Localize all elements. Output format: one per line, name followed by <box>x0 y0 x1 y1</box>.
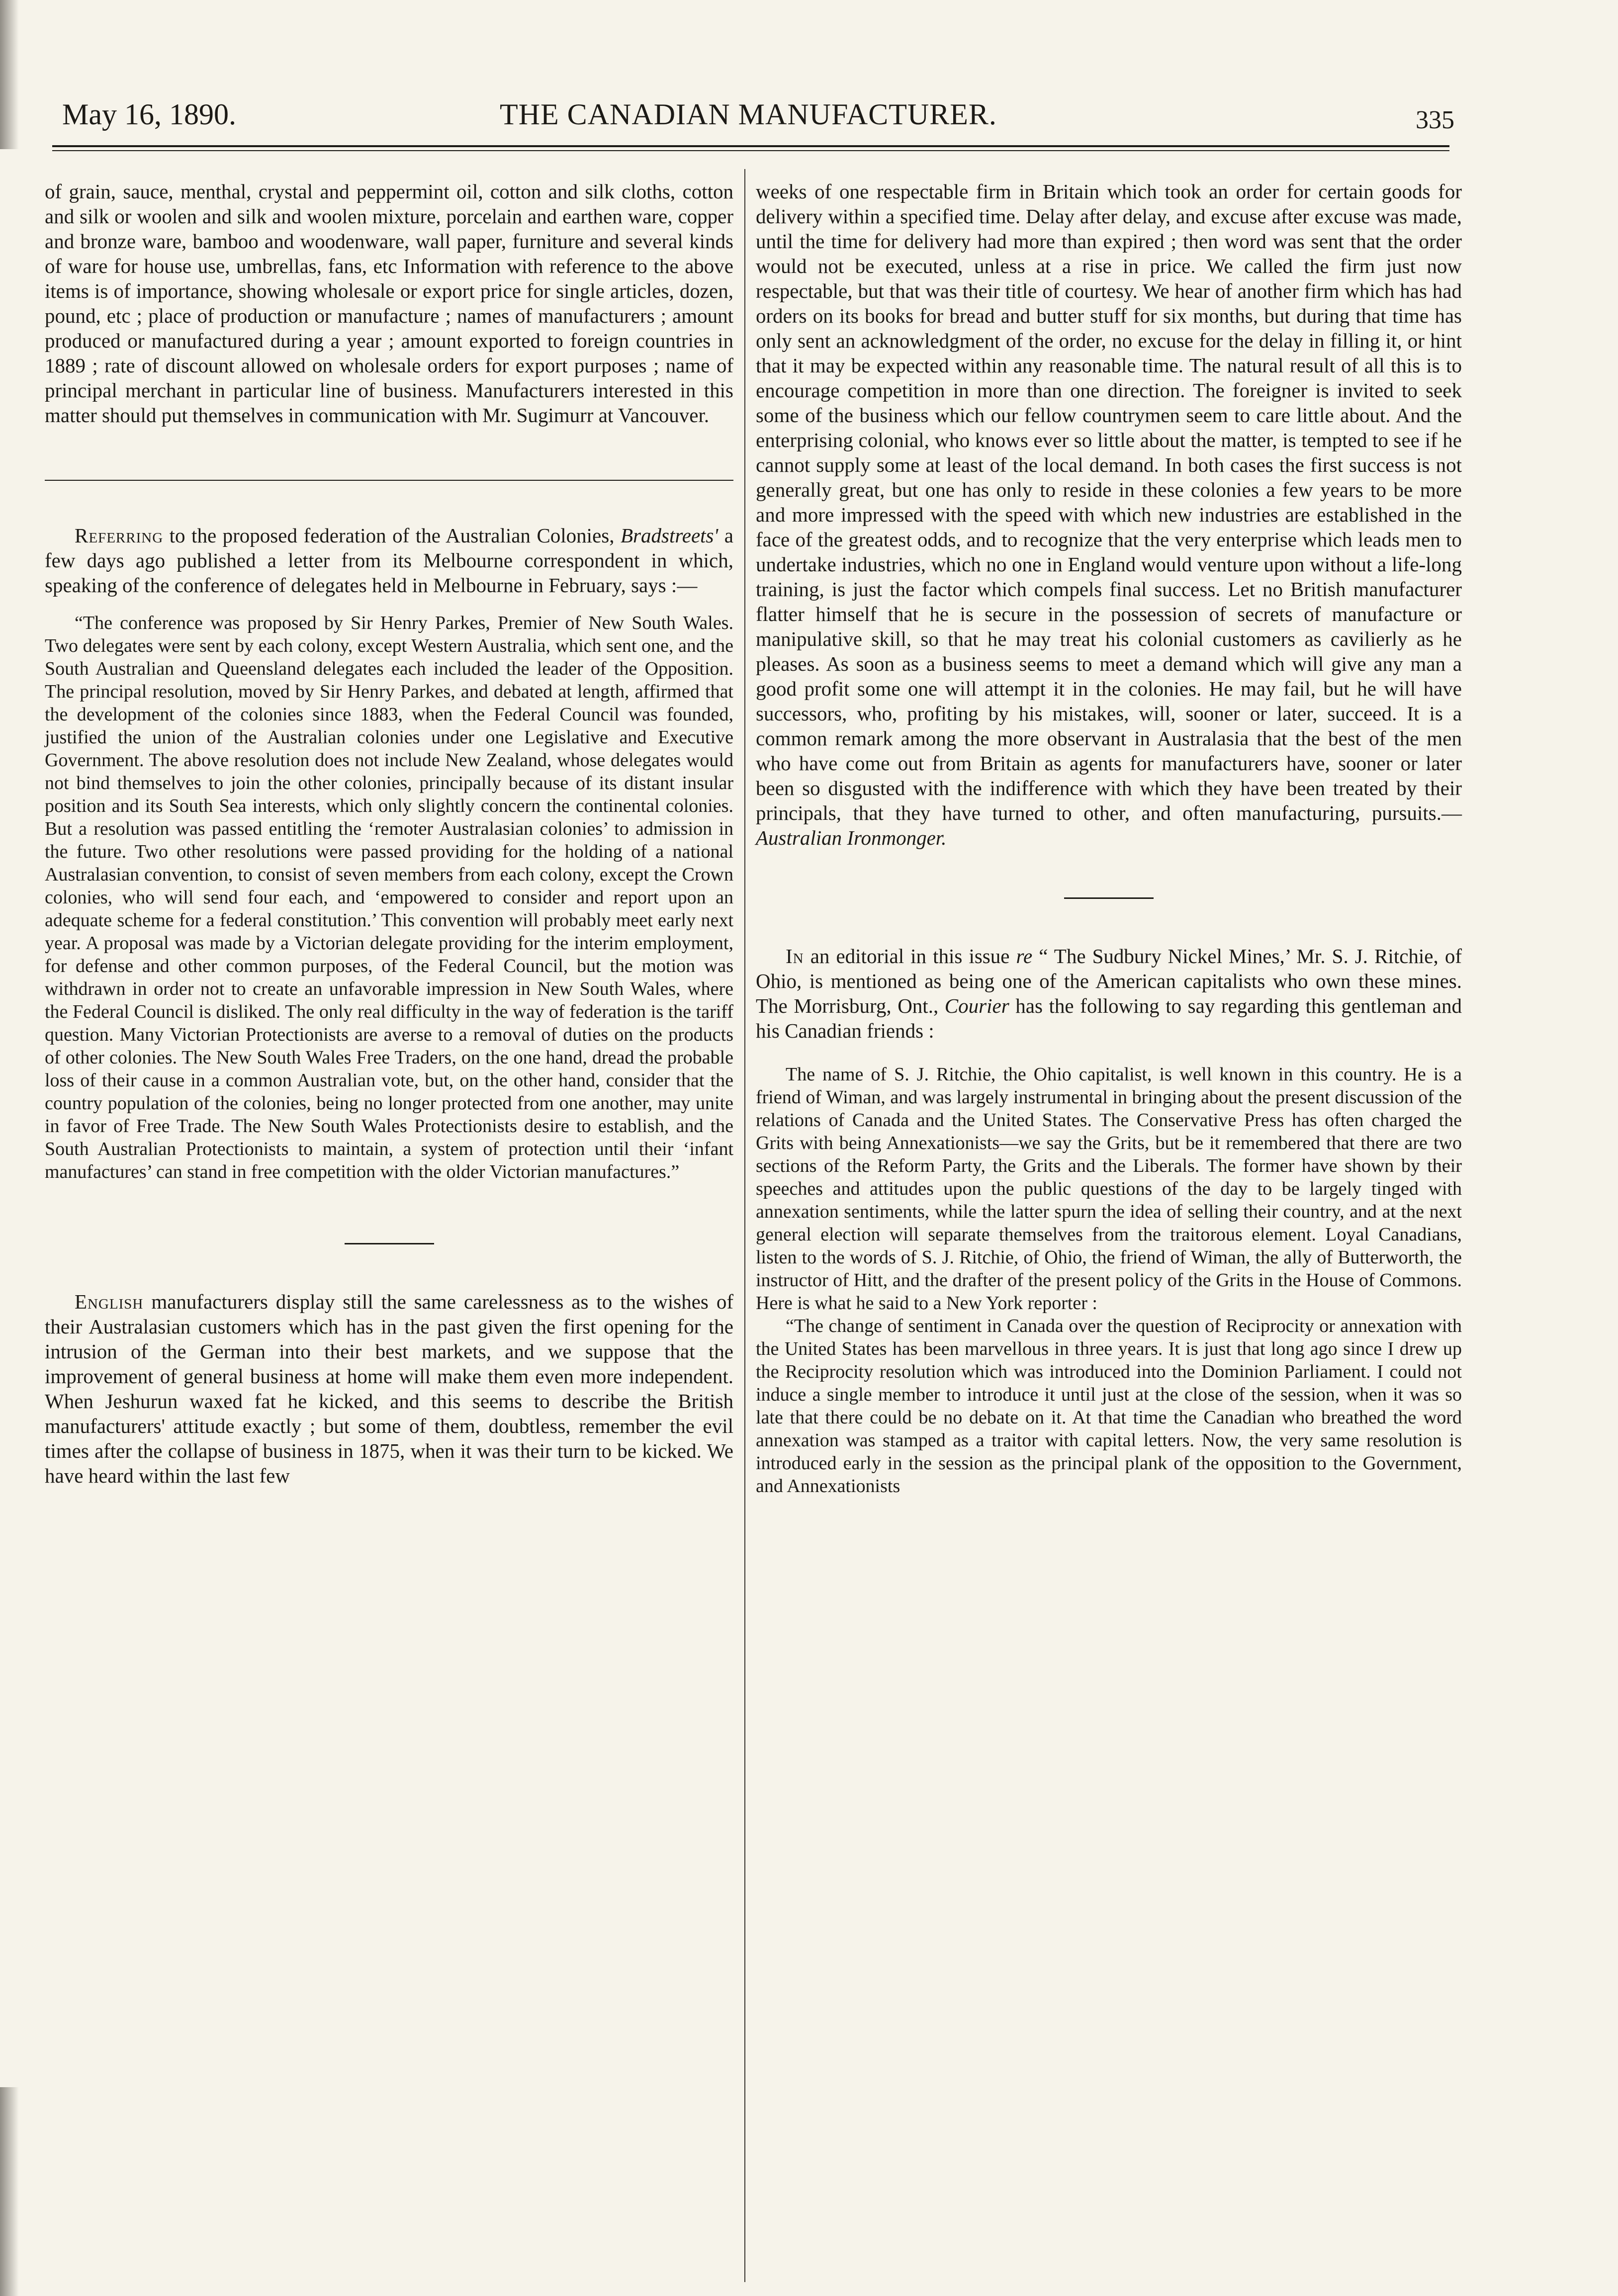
federation-paragraph: Referring to the proposed federation of the Australian Colonies, Bradstreets' a few days ago published a letter from its Melbourne correspondent in which, speaking of the conference of delegates held in Melbourne in February, says :— <box>45 524 733 597</box>
editorial-paragraph: In an editorial in this issue re “ The Sudbury Nickel Mines,’ Mr. S. J. Ritchie, of Ohio, is mentioned as being one of the American capitalists who own these mines. The Morrisburg, Ont., Courier has the following to say regarding this gentleman and his Canadian friends : <box>756 945 1462 1042</box>
reporter-quote: “The change of sentiment in Canada over the question of Reciprocity or annexation with the United States has been marvellous in three years. It is just that long ago since I drew up the Reciprocity resolution which was introduced into the Dominion Parliament. I could not induce a single member to introduce it until just at the close of the session, when it was so late that there could be no debate on it. At that time the Canadian who breathed the word annexation was stamped as a traitor with capital letters. Now, the very same resolution is introduced early in the session as the principal plank of the opposition to the Government, and Annexationists <box>756 1316 1462 1497</box>
left-column <box>45 179 733 1488</box>
ritchie-quote: The name of S. J. Ritchie, the Ohio capitalist, is well known in this country. He is a friend of Wiman, and was largely instrumental in bringing about the present discussion of the relations of Canada and the United States. The Conservative Press has often charged the Grits with being Annexationists—we say the Grits, but be it remembered that there are two sections of the Reform Party, the Grits and the Liberals. The former have shown by their speeches and attitudes upon the public questions of the day to be largely tinged with annexation sentiments, while the latter spurn the idea of selling their country, and at the next general election will separate themselves from the traitorous element. Loyal Canadians, listen to the words of S. J. Ritchie, of Ohio, the friend of Wiman, the ally of Butterworth, the instructor of Hitt, and the drafter of the present policy of the Grits in the House of Commons. Here is what he said to a New York reporter : <box>756 1064 1462 1314</box>
publication-title: THE CANADIAN MANUFACTURER. <box>500 98 997 131</box>
column-divider <box>744 169 745 2282</box>
header-rule <box>52 145 1449 147</box>
lead-word: In <box>786 945 804 968</box>
issue-date: May 16, 1890. <box>62 98 236 131</box>
continued-article: weeks of one respectable firm in Britain which took an order for certain goods for delivery within a specified time. Delay after delay, and excuse after excuse was made, until the time for delivery had more than expired ; then word was sent that the order would not be executed, unless at a rise in price. We called the firm just now respectable, but that was their title of courtesy. We hear of another firm which has had orders on its books for bread and butter stuff for six months, but during that time has only sent an acknowledgment of the order, no excuse for the delay in filling it, or hint that it may be expected within any reasonable time. The natural result of all this is to encourage competition in more than one direction. The foreigner is invited to seek some of the business which our fellow countrymen seem to care little about. And the enterprising colonial, who knows ever so little about the matter, is tempted to see if he cannot supply some at least of the local demand. In both cases the first success is not generally great, but one has only to reside in these colonies a few years to be more and more impressed with the speed with which new industries are established in the face of the greatest odds, and to recognize that the very enterprise which leads men to undertake industries, which no one in England would venture upon without a life-long training, is just the factor which compels final success. Let no British manufacturer flatter himself that he is secure in the possession of secrets of manufacture or manipulative skill, so that he may treat his colonial customers as cavilierly as he pleases. As soon as a business seems to meet a demand which will give any man a good profit some one will attempt it in the colonies. He may fail, but he will have successors, who, profiting by his mistakes, will, sooner or later, succeed. It is a common remark among the more observant in Australasia that the best of the men who have come out from Britain as agents for manufacturers have, sooner or later been so disgusted with the indifference with which they have been treated by their principals, that they have turned to other, and often manufacturing, pursuits.—Australian Ironmonger. <box>756 180 1462 849</box>
running-header <box>47 92 1454 137</box>
scan-edge-shadow-bottom <box>0 2087 19 2296</box>
intro-paragraph: of grain, sauce, menthal, crystal and peppermint oil, cotton and silk cloths, cotton and silk or woolen and silk and woolen mixture, porcelain and earthen ware, copper and bronze ware, bamboo and woodenware, wall paper, furniture and several kinds of ware for house use, umbrellas, fans, etc Information with reference to the above items is of importance, showing wholesale or export price for single articles, dozen, pound, etc ; place of production or manufacture ; names of manufacturers ; amount produced or manufactured during a year ; amount exported to foreign countries in 1889 ; rate of discount allowed on wholesale orders for export purposes ; name of principal merchant in particular line of business. Manufacturers interested in this matter should put themselves in communication with Mr. Sugimurr at Vancouver. <box>45 180 733 427</box>
lead-word: Referring <box>75 524 164 547</box>
right-column <box>756 179 1462 1498</box>
page-number: 335 <box>1416 106 1454 134</box>
english-manufacturers-paragraph: English manufacturers display still the same carelessness as to the wishes of their Australasian customers which has in the past given the first opening for the intrusion of the German into their best markets, and we suppose that the improvement of general business at home will make them even more independent. When Jeshurun waxed fat he kicked, and this seems to describe the British manufacturers' attitude exactly ; but some of them, doubtless, remember the evil times after the collapse of business in 1875, when it was their turn to be kicked. We have heard within the last few <box>45 1290 733 1487</box>
publication-name: Bradstreets' <box>620 524 719 547</box>
header-rule-thin <box>52 150 1449 151</box>
conference-quote: “The conference was proposed by Sir Henry Parkes, Premier of New South Wales. Two delegates were sent by each colony, except Western Australia, which sent one, and the South Australian and Queensland delegates each included the leader of the Opposition. The principal resolution, moved by Sir Henry Parkes, and debated at length, affirmed that the development of the colonies since 1883, when the Federal Council was founded, justified the union of the Australian colonies under one Legislative and Executive Government. The above resolution does not include New Zealand, whose delegates would not bind themselves to join the other colonies, principally because of its distant insular position and its South Sea interests, which only slightly concern the continental colonies. But a resolution was passed entitling the ‘remoter Australasian colonies’ to admission in the future. Two other resolutions were passed providing for the holding of a national Australasian convention, to consist of seven members from each colony, except the Crown colonies, who will send four each, and ‘empowered to consider and report upon an adequate scheme for a federal constitution.’ This convention will probably meet early next year. A proposal was made by a Victorian delegate providing for the interim employment, for defense and other common purposes, of the Federal Council, but the motion was withdrawn in order not to create an unfavorable impression in New South Wales, where the Federal Council is disliked. The only real difficulty in the way of federation is the tariff question. Many Victorian Protectionists are averse to a removal of duties on the products of other colonies. The New South Wales Free Traders, on the one hand, dread the probable loss of their cause in a common Australian vote, but, on the other hand, consider that the country population of the colonies, being no longer protected from one another, may unite in favor of Free Trade. The New South Wales Protectionists desire to establish, and the South Australian Protectionists to maintain, a system of protection until their ‘infant manufactures’ can stand in free competition with the older Victorian manufactures.” <box>45 613 733 1182</box>
newspaper-name: Courier <box>944 994 1009 1017</box>
lead-word: English <box>75 1290 144 1313</box>
scan-edge-shadow <box>0 0 19 149</box>
article-source: Australian Ironmonger. <box>756 826 947 849</box>
